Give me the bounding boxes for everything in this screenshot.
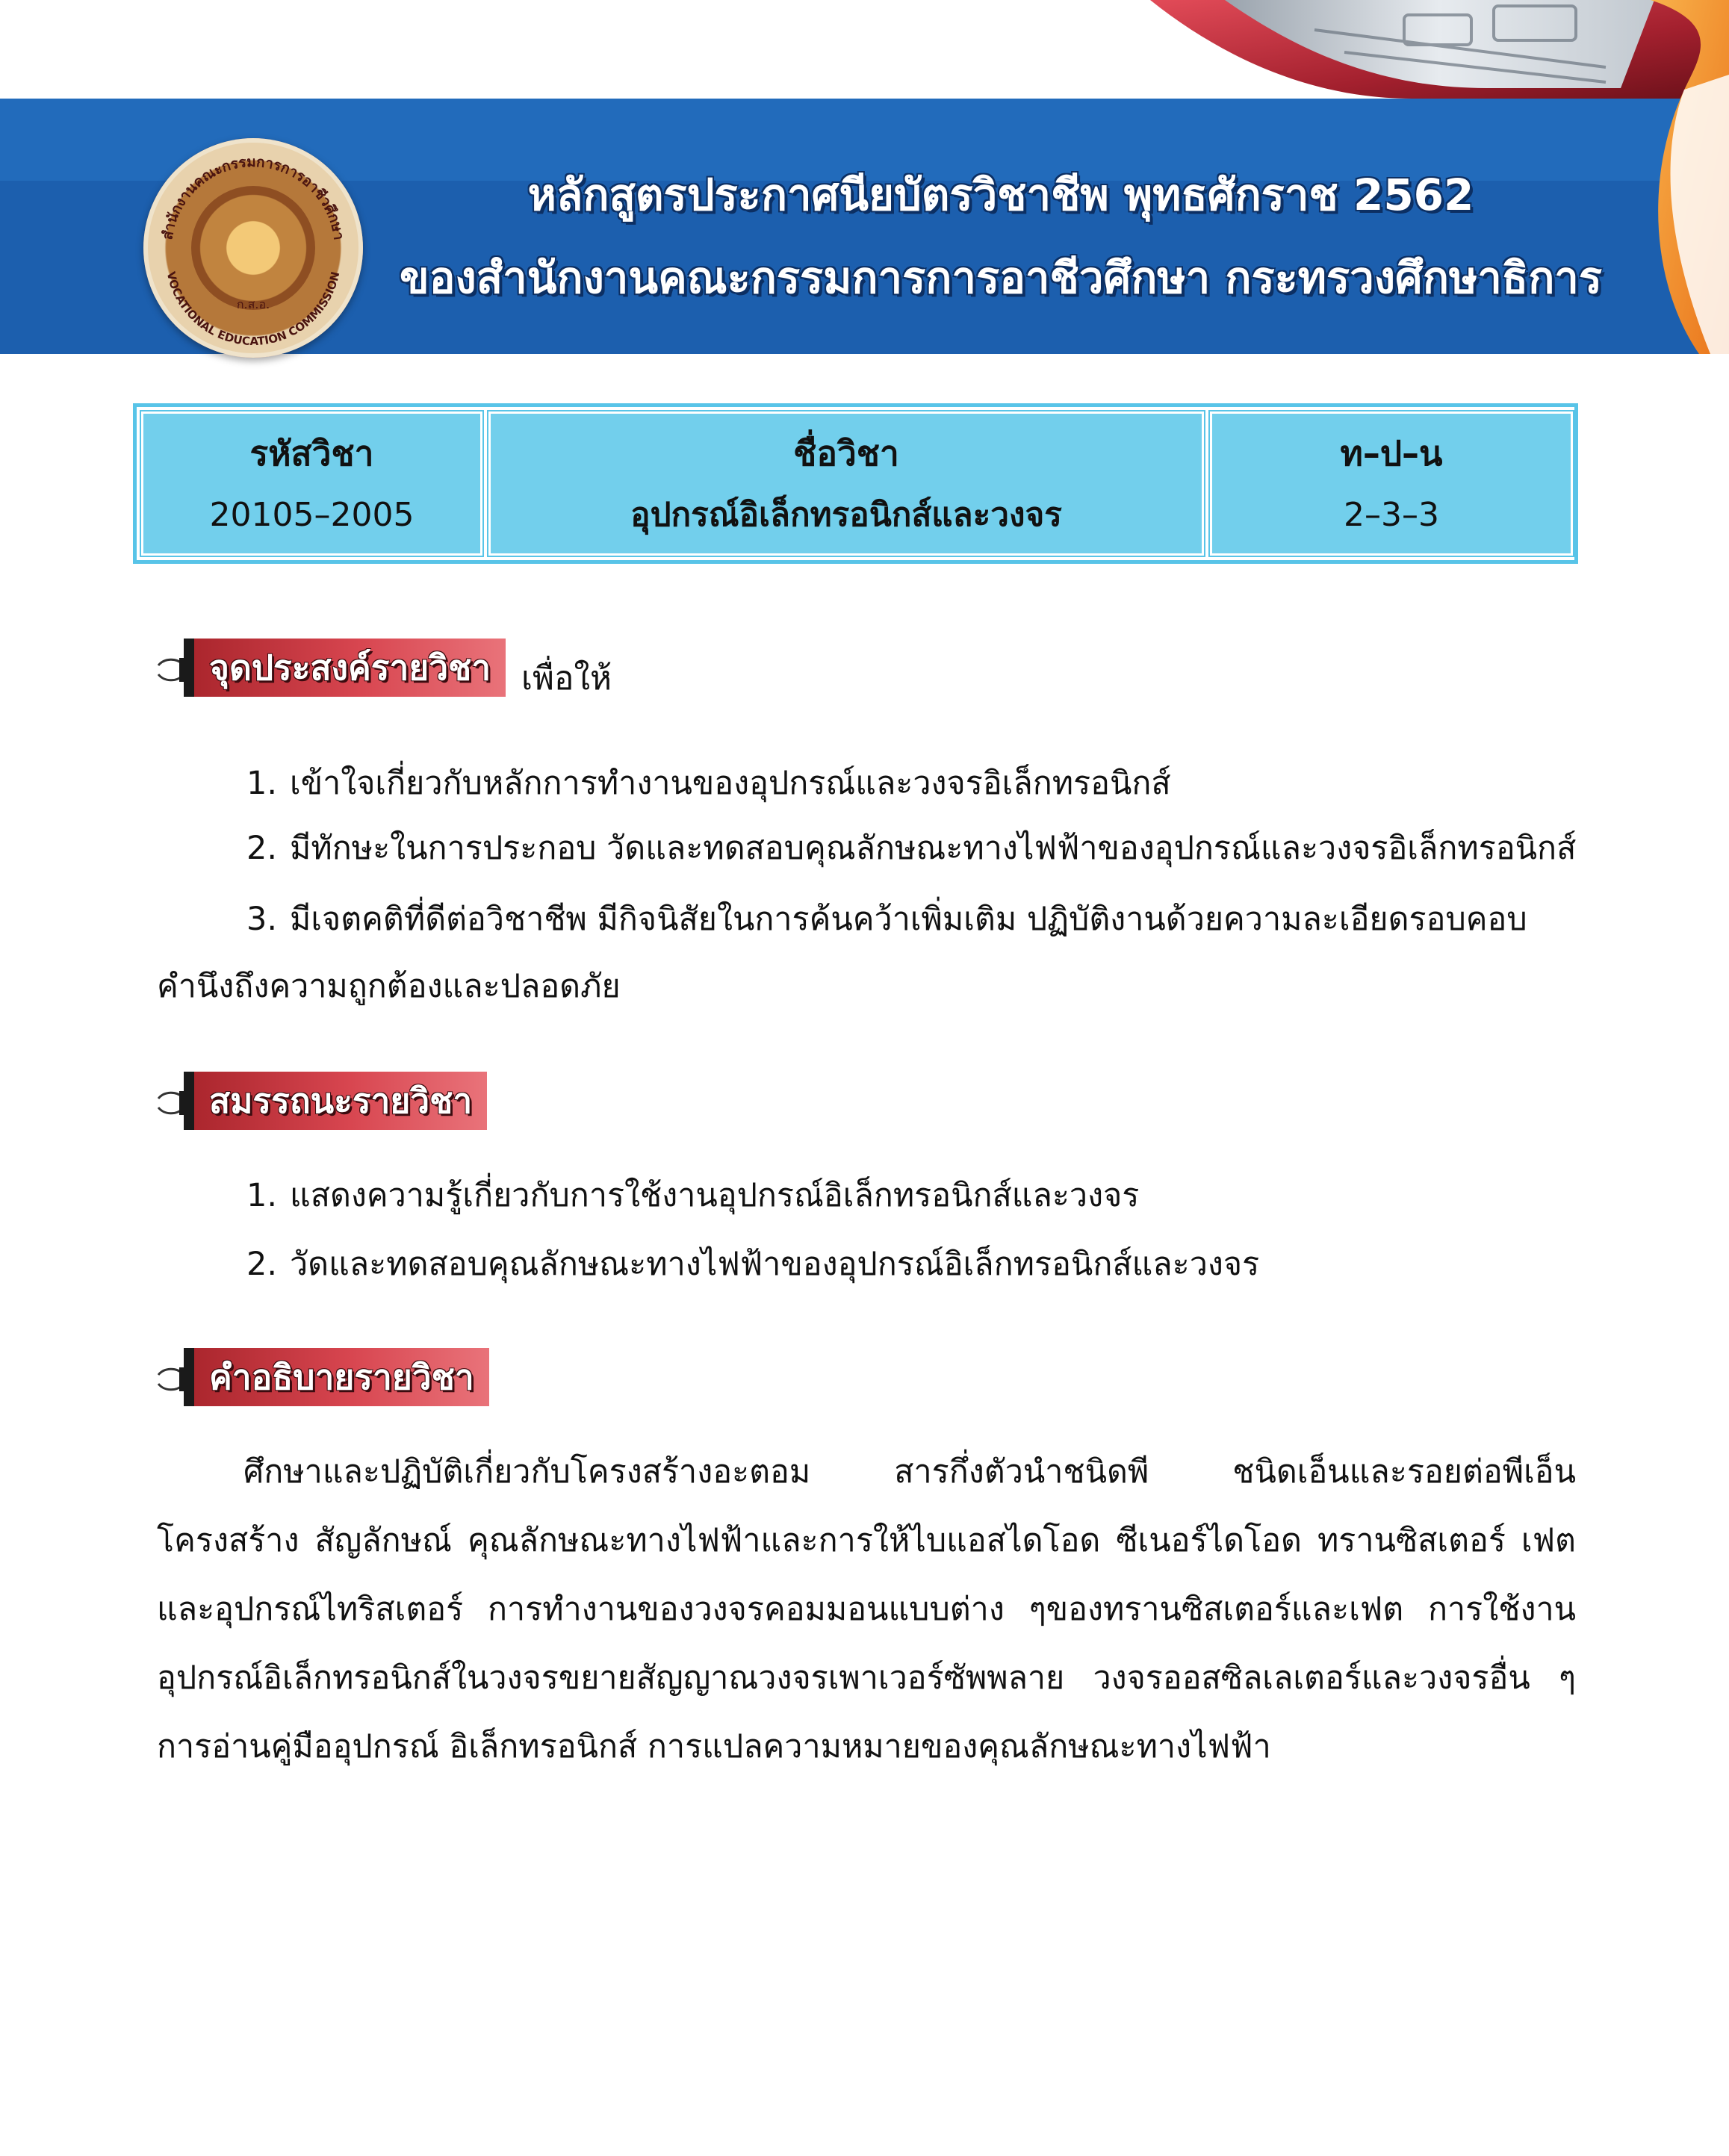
subject-hours-cell bbox=[1210, 411, 1573, 556]
list-text: เข้าใจเกี่ยวกับหลักการทำงานของอุปกรณ์และวงจรอิเล็กทรอนิกส์ bbox=[290, 765, 1171, 802]
vocational-commission-seal-icon bbox=[143, 138, 363, 358]
subject-code-header: รหัสวิชา bbox=[249, 433, 374, 473]
list-number: 2. bbox=[246, 1246, 278, 1283]
seal-text-bottom: VOCATIONAL EDUCATION COMMISSION bbox=[164, 270, 343, 349]
list-item-continuation: คำนึงถึงความถูกต้องและปลอดภัย bbox=[157, 968, 621, 1005]
objectives-suffix: เพื่อให้ bbox=[521, 659, 612, 698]
subject-info-table bbox=[133, 403, 1578, 564]
list-text: มีเจตคติที่ดีต่อวิชาชีพ มีกิจนิสัยในการค้นคว้าเพิ่มเติม ปฏิบัติงานด้วยความละเอียดรอบคอบ bbox=[290, 901, 1527, 938]
seal-text-ring bbox=[143, 138, 363, 358]
list-text: มีทักษะในการประกอบ วัดและทดสอบคุณลักษณะทางไฟฟ้าของอุปกรณ์และวงจรอิเล็กทรอนิกส์ bbox=[290, 830, 1577, 867]
subject-name-header: ชื่อวิชา bbox=[793, 433, 899, 473]
list-item bbox=[246, 830, 1577, 867]
list-number: 3. bbox=[246, 901, 278, 938]
subject-code-value: 20105–2005 bbox=[209, 496, 415, 534]
objectives-heading-label: จุดประสงค์รายวิชา bbox=[184, 639, 506, 697]
list-text: แสดงความรู้เกี่ยวกับการใช้งานอุปกรณ์อิเล็กทรอนิกส์และวงจร bbox=[290, 1177, 1140, 1214]
page-title-line1: หลักสูตรประกาศนียบัตรวิชาชีพ พุทธศักราช 2562 bbox=[527, 170, 1474, 220]
list-number: 1. bbox=[246, 765, 278, 802]
list-item bbox=[246, 1246, 1260, 1283]
list-item bbox=[246, 765, 1171, 802]
list-item bbox=[246, 901, 1527, 938]
list-item bbox=[246, 1177, 1140, 1214]
page-title-line2: ของสำนักงานคณะกรรมการการอาชีวศึกษา กระทรวงศึกษาธิการ bbox=[399, 252, 1603, 303]
subject-hours-header: ท–ป–น bbox=[1340, 433, 1443, 473]
description-body: ศึกษาและปฏิบัติเกี่ยวกับโครงสร้างอะตอม สารกึ่งตัวนำชนิดพี ชนิดเอ็นและรอยต่อพีเอ็น โครงสร้าง สัญลักษณ์ คุณลักษณะทางไฟฟ้าและการให้ไบแอสไดโอด ซีเนอร์ไดโอด ทรานซิสเตอร์ เฟตและอุปกรณ์ไทริสเตอร์ การทำงานของวงจรคอมมอนแบบต่าง ๆของทรานซิสเตอร์และเฟต การใช้งานอุปกรณ์อิเล็กทรอนิกส์ในวงจรขยายสัญญาณวงจรเพาเวอร์ซัพพลาย วงจรออสซิลเลเตอร์และวงจรอื่น ๆ การอ่านคู่มืออุปกรณ์ อิเล็กทรอนิกส์ การแปลความหมายของคุณลักษณะทางไฟฟ้า bbox=[157, 1453, 1576, 1765]
svg-text:สำนักงานคณะกรรมการการอาชีวศึกษ bbox=[159, 154, 347, 241]
seal-text-top: สำนักงานคณะกรรมการการอาชีวศึกษา bbox=[159, 153, 347, 241]
list-number: 1. bbox=[246, 1177, 278, 1214]
description-heading-label: คำอธิบายรายวิชา bbox=[184, 1348, 489, 1406]
subject-name-value: อุปกรณ์อิเล็กทรอนิกส์และวงจร bbox=[630, 496, 1062, 534]
subject-code-cell bbox=[141, 411, 482, 556]
subject-hours-value: 2–3–3 bbox=[1344, 496, 1439, 534]
subject-name-cell bbox=[488, 411, 1204, 556]
competencies-heading-label: สมรรถนะรายวิชา bbox=[184, 1072, 487, 1130]
list-text: วัดและทดสอบคุณลักษณะทางไฟฟ้าของอุปกรณ์อิเล็กทรอนิกส์และวงจร bbox=[290, 1246, 1260, 1283]
seal-initials: ก.ส.อ. bbox=[236, 297, 270, 311]
list-number: 2. bbox=[246, 830, 278, 867]
